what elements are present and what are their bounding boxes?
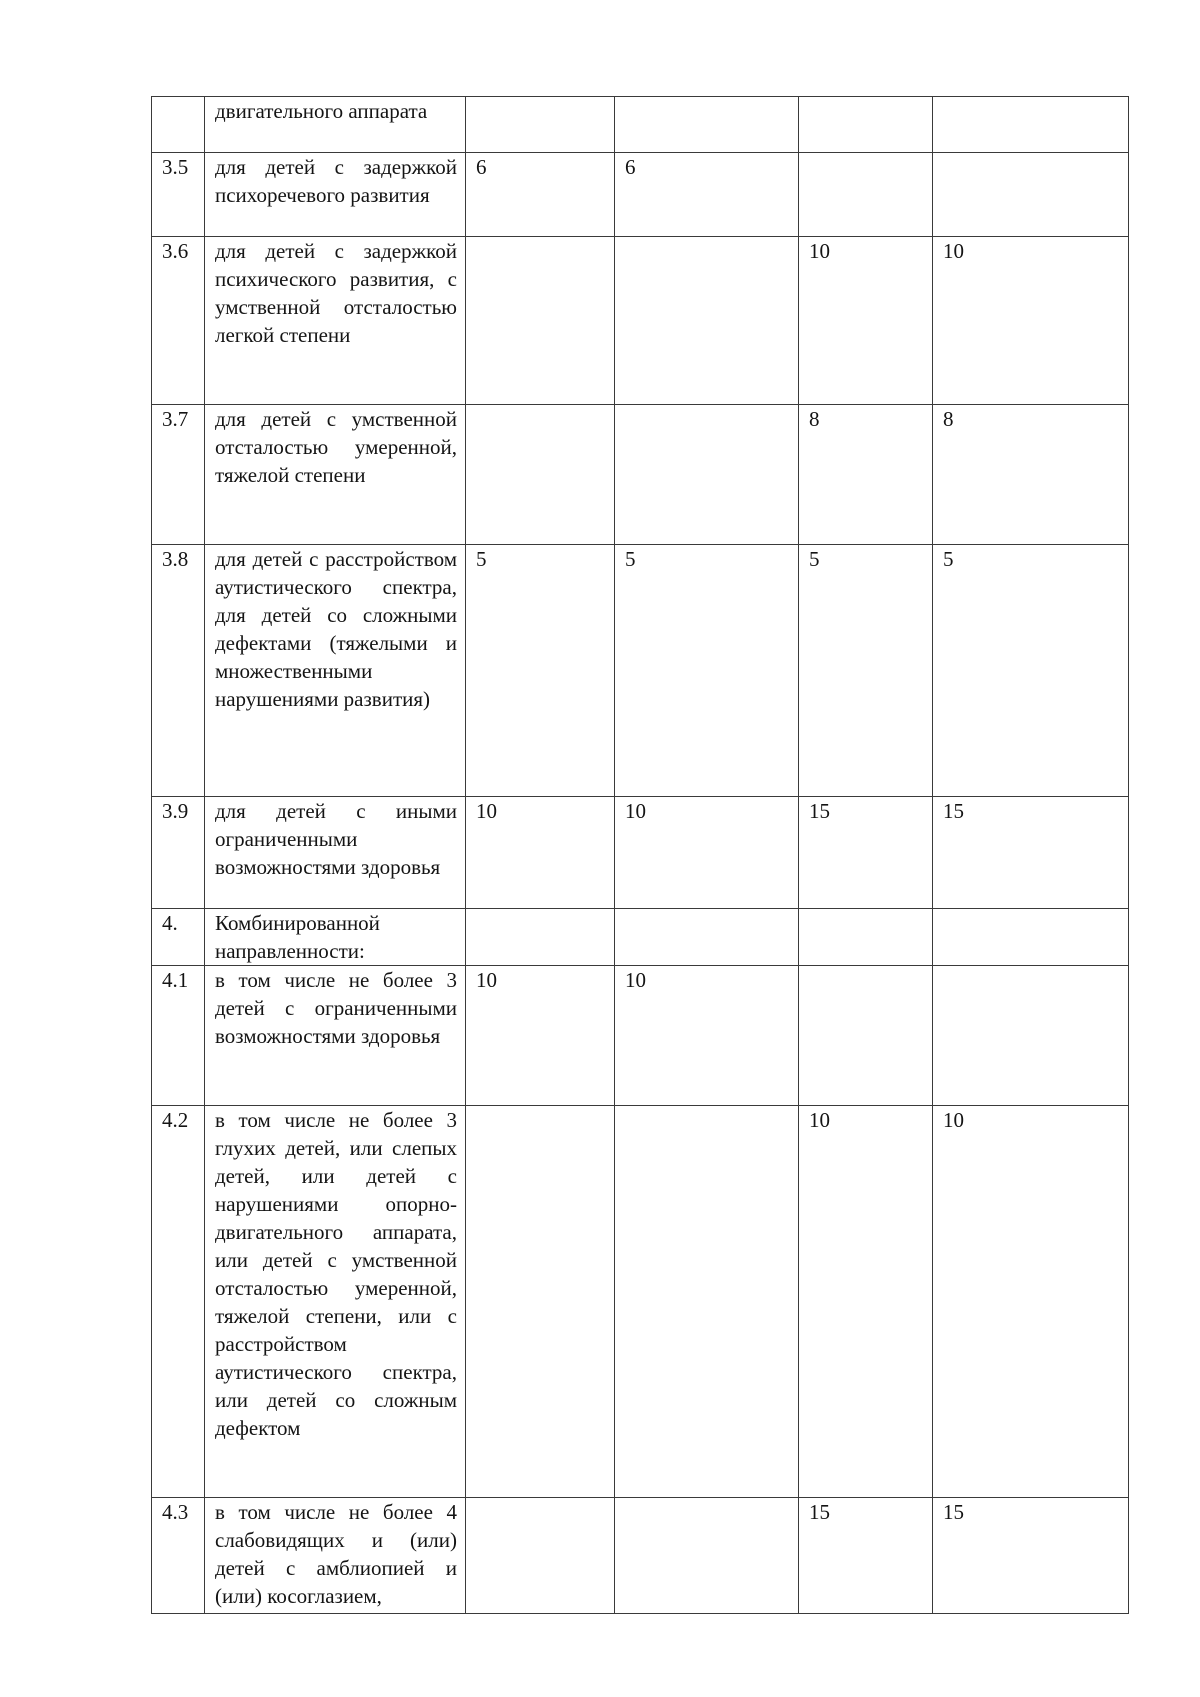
value-col-1: 10 [466,966,615,1106]
row-number: 3.9 [152,797,205,909]
value-col-3 [799,909,933,966]
value-col-3 [799,153,933,237]
value-col-2 [615,909,799,966]
table-row [152,153,1129,237]
value-col-1 [466,1498,615,1614]
row-number: 4.1 [152,966,205,1106]
table-row [152,1106,1129,1498]
table-row [152,97,1129,153]
table-row [152,797,1129,909]
row-description: для детей с задержкой психического развития, с умственной отсталостью легкой степени [205,237,466,405]
value-col-4 [933,966,1129,1106]
value-col-3: 10 [799,1106,933,1498]
value-col-3 [799,966,933,1106]
row-number: 4.2 [152,1106,205,1498]
value-col-3 [799,97,933,153]
row-number: 4. [152,909,205,966]
row-number [152,97,205,153]
value-col-3: 8 [799,405,933,545]
value-col-2: 6 [615,153,799,237]
value-col-2: 5 [615,545,799,797]
value-col-3: 15 [799,1498,933,1614]
table-row [152,545,1129,797]
value-col-4: 15 [933,797,1129,909]
value-col-2: 10 [615,797,799,909]
table-row [152,966,1129,1106]
group-size-table [151,96,1129,1614]
value-col-2 [615,237,799,405]
table-row [152,405,1129,545]
value-col-4 [933,153,1129,237]
value-col-3: 15 [799,797,933,909]
value-col-3: 10 [799,237,933,405]
row-description: для детей с иными ограниченными возможностями здоровья [205,797,466,909]
value-col-4: 10 [933,1106,1129,1498]
row-number: 4.3 [152,1498,205,1614]
value-col-1: 6 [466,153,615,237]
value-col-4: 15 [933,1498,1129,1614]
row-description: для детей с задержкой психоречевого развития [205,153,466,237]
row-number: 3.8 [152,545,205,797]
value-col-2 [615,405,799,545]
value-col-1: 10 [466,797,615,909]
row-number: 3.6 [152,237,205,405]
row-description: Комбинированной направленности: [205,909,466,966]
value-col-1 [466,909,615,966]
row-description: двигательного аппарата [205,97,466,153]
row-number: 3.7 [152,405,205,545]
value-col-1 [466,237,615,405]
value-col-3: 5 [799,545,933,797]
value-col-4: 8 [933,405,1129,545]
value-col-4: 10 [933,237,1129,405]
row-description: для детей с расстройством аутистического спектра, для детей со сложными дефектами (тяжелыми и множественными нарушениями развития) [205,545,466,797]
table-row [152,909,1129,966]
value-col-1: 5 [466,545,615,797]
value-col-2 [615,1106,799,1498]
value-col-2 [615,97,799,153]
value-col-2: 10 [615,966,799,1106]
value-col-4 [933,909,1129,966]
table-row [152,237,1129,405]
value-col-1 [466,1106,615,1498]
row-description: в том числе не более 3 детей с ограниченными возможностями здоровья [205,966,466,1106]
value-col-4: 5 [933,545,1129,797]
row-description: в том числе не более 3 глухих детей, или слепых детей, или детей с нарушениями опорно-двигательного аппарата, или детей с умственной отсталостью умеренной, тяжелой степени, или с расстройством аутистического спектра, или детей со сложным дефектом [205,1106,466,1498]
value-col-1 [466,405,615,545]
value-col-4 [933,97,1129,153]
row-description: для детей с умственной отсталостью умеренной, тяжелой степени [205,405,466,545]
value-col-1 [466,97,615,153]
table-row [152,1498,1129,1614]
row-description: в том числе не более 4 слабовидящих и (или) детей с амблиопией и (или) косоглазием, [205,1498,466,1614]
row-number: 3.5 [152,153,205,237]
value-col-2 [615,1498,799,1614]
